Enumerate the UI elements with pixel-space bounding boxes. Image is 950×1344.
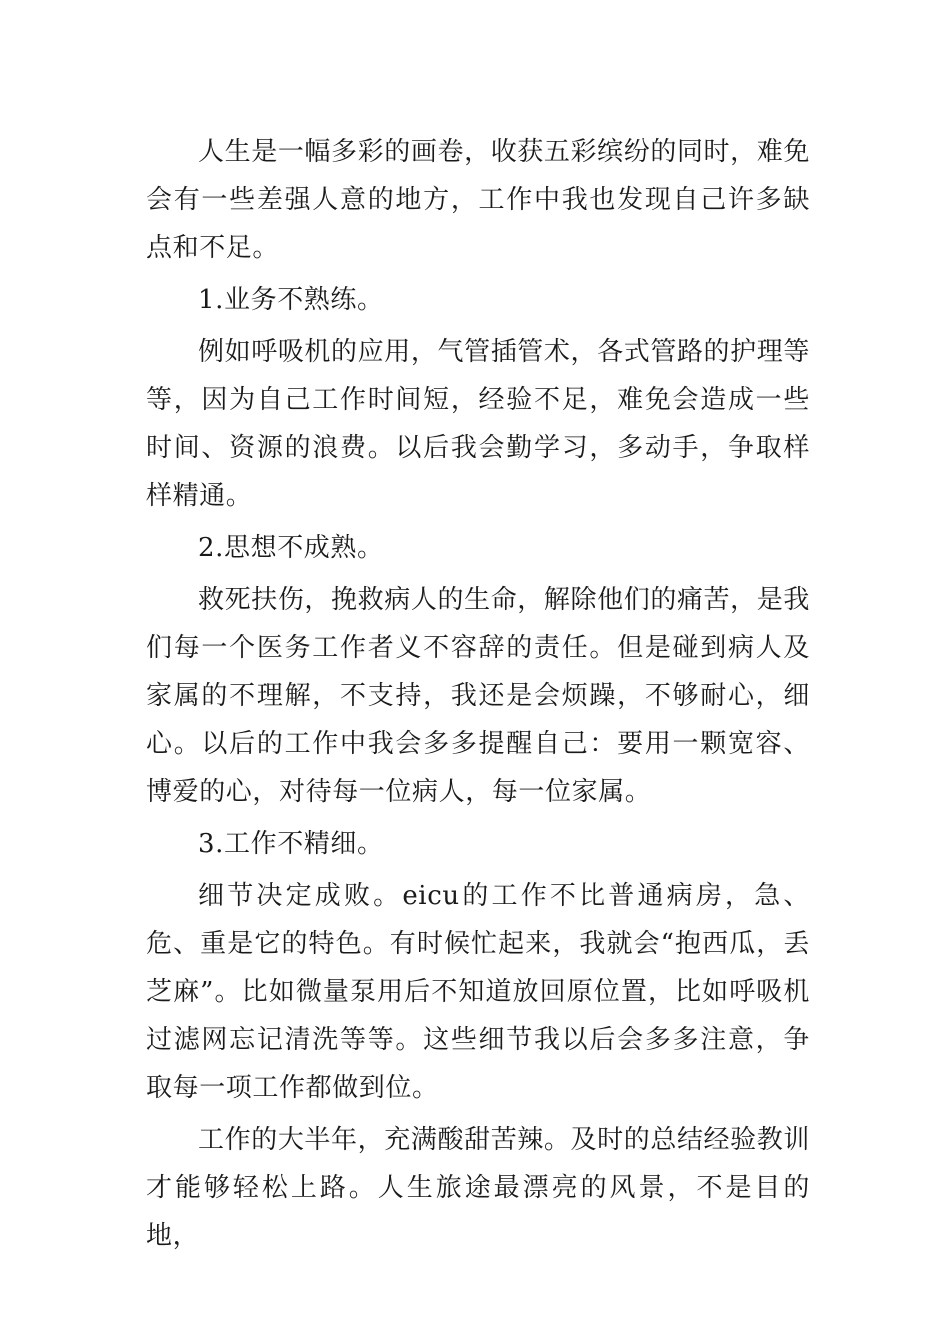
paragraph-conclusion: 工作的大半年，充满酸甜苦辣。及时的总结经验教训才能够轻松上路。人生旅途最漂亮的风景，不是目的地，	[146, 1125, 810, 1251]
paragraph-intro: 人生是一幅多彩的画卷，收获五彩缤纷的同时，难免会有一些差强人意的地方，工作中我也发现自己许多缺点和不足。	[146, 137, 810, 263]
paragraph-point-3: 细节决定成败。eicu的工作不比普通病房，急、危、重是它的特色。有时候忙起来，我就会“抱西瓜，丢芝麻”。比如微量泵用后不知道放回原位置，比如呼吸机过滤网忘记清洗等等。这些细节我以后会多多注意，争取每一项工作都做到位。	[146, 881, 810, 1103]
heading-point-2: 2.思想不成熟。	[198, 533, 384, 563]
document-body	[146, 128, 810, 1264]
heading-point-1: 1.业务不熟练。	[198, 285, 384, 315]
paragraph-point-2: 救死扶伤，挽救病人的生命，解除他们的痛苦，是我们每一个医务工作者义不容辞的责任。但是碰到病人及家属的不理解，不支持，我还是会烦躁，不够耐心，细心。以后的工作中我会多多提醒自己：要用一颗宽容、博爱的心，对待每一位病人，每一位家属。	[146, 585, 810, 807]
heading-point-3: 3.工作不精细。	[198, 829, 384, 859]
paragraph-point-1: 例如呼吸机的应用，气管插管术，各式管路的护理等等，因为自己工作时间短，经验不足，难免会造成一些时间、资源的浪费。以后我会勤学习，多动手，争取样样精通。	[146, 337, 810, 511]
